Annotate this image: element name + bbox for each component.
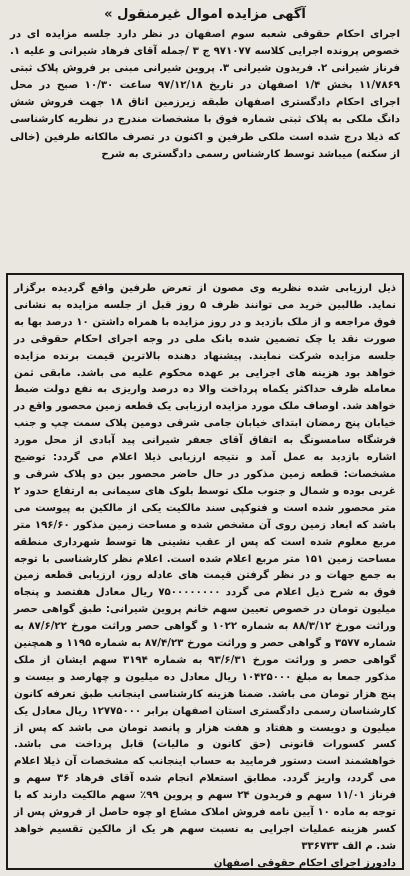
ad-body-text: ذیل ارزیابی شده نظریه وی مصون از تعرض طرفین واقع گردیده برگزار نماید. طالبین خرید می توانند ظرف ۵ روز قبل از جلسه مزایده به نشانی فوق مراجعه و از ملک بازدید و در روز مزایده با همراه داشتن ۱۰ درصد بها به صورت نقد یا چک تضمین شده بانک ملی در وجه اجرای احکام حقوقی در جلسه مزایده شرکت نمایند. پیشنهاد دهنده بالاترین قیمت برنده مزایده خواهد بود هزینه های اجرایی بر عهده محکوم علیه می باشد. مابقی ثمن معامله ظرف حداکثر یکماه پرداخت والا ده درصد واریزی به نفع دولت ضبط خواهد شد. اوصاف ملک مورد مزایده ارزیابی یک قطعه زمین محصور واقع در خیابان پنج رمضان ابتدای خیابان جامی شرقی دومین پلاک سمت چپ و جنب فرشگاه سامسونگ به اتفاق آقای جعفر شیرانی پید آبادی از محل مورد اشاره بازدید به عمل آمد و نتیجه ارزیابی ذیلا اعلام می گردد: توضیح مشخصات: قطعه زمین مذکور در حال حاضر محصور بین دو پلاک شرقی و غربی بوده و شمال و جنوب ملک توسط بلوک های سیمانی به ارتفاع حدود ۲ متر محصور شده است و فتوکپی سند مالکیت یکی از مالکین به پیوست می باشد که ابعاد زمین روی آن مشخص شده و مساحت زمین مذکور ۱۹۶/۶۰ متر مربع معلوم شده است که پس از عقب نشینی ها توسط شهرداری منطقه مساحت زمین ۱۵۱ متر مربع اعلام شده است. اعلام نظر کارشناسی با توجه به جمع جهات و در نظر گرفتن قیمت های عادله روز، ارزیابی قطعه زمین فوق به شرح ذیل اعلام می گردد ۷۵۰۰۰۰۰۰۰۰ ریال معادل هفتصد و پنجاه میلیون تومان در خصوص تعیین سهم خانم پروین شیرانی: طبق گواهی حصر وراثت مورخ ۸۸/۳/۱۲ به شماره ۱۰۲۲ و گواهی حصر وراثت مورخ ۸۷/۶/۲۲ به شماره ۳۵۷۷ و گواهی حصر و وراثت مورخ ۸۷/۴/۲۳ به شماره ۱۱۹۵ و همچنین گواهی حصر و وراثت مورخ ۹۳/۶/۳۱ به شماره ۳۱۹۴ سهم ایشان از ملک مذکور جمعا به مبلغ ۱۰۴۲۵۰۰۰ ریال معادل ده میلیون و چهارصد و بیست و پنج هزار تومان می باشد. ضمنا هزینه کارشناسی اینجانب طبق تعرفه کانون کارشناسان رسمی دادگستری استان اصفهان برابر ۱۲۷۷۵۰۰۰ ریال معادل یک میلیون و دویست و هفتاد و هفت هزار و پانصد تومان می باشد که پس از کسر کسورات قانونی (حق کانون و مالیات) قابل پرداخت می باشد. خواهشمند است دستور فرمایید به حساب اینجانب که مشخصات آن ذیلا اعلام می گردد، واریز گردد. مطابق استعلام انجام شده آقای فرهاد ۳۶ سهم و فرناز ۱۱/۰۱ سهم و فریدون ۲۴ سهم و پروین ۹۹٪ سهم مالکیت دارند که با توجه به ماده ۱۰ آیین نامه فروش املاک مشاع او چوه حاصل از فروش پس از کسر هزینه عملیات اجرایی به نسبت سهم هر یک از مالکین تقسیم خواهد شد. م الف ۳۳۶۷۳۳ <box>14 283 397 852</box>
ad-body-block <box>14 281 396 856</box>
ad-intro-block <box>6 26 404 163</box>
ad-title: آگهی مزایده اموال غیرمنقول » <box>104 7 306 22</box>
ad-signature: دادورز اجرای احکام حقوقی اصفهان <box>213 857 396 869</box>
ad-body-frame <box>6 273 404 870</box>
ad-intro-text: اجرای احکام حقوقی شعبه سوم اصفهان در نظر دارد جلسه مزایده ای در خصوص پرونده اجرایی کلاسه ۹۷۱۰۷۷ ج ۳ /جمله آقای فرهاد شیرانی و علیه ۱. فرناز شیرانی ۲. فریدون شیرانی ۳. پروین شیرانی مبنی بر فروش پلاک ثبتی ۱۱/۷۸۶۹ بخش ۱/۴ اصفهان در تاریخ ۹۷/۱۲/۱۸ ساعت ۱۰/۳۰ صبح در محل اجرای احکام دادگستری اصفهان طبقه زیرزمین اتاق ۱۸ جهت فروش شش دانگ ملکی به پلاک ثبتی شماره فوق با مشخصات مندرج در نظریه کارشناسی که ذیلا درج شده است ملکی طرفین و اکنون در تصرف مالکانه طرفین (خالی از سکنه) میباشد توسط کارشناس رسمی دادگستری به شرح <box>10 29 401 160</box>
